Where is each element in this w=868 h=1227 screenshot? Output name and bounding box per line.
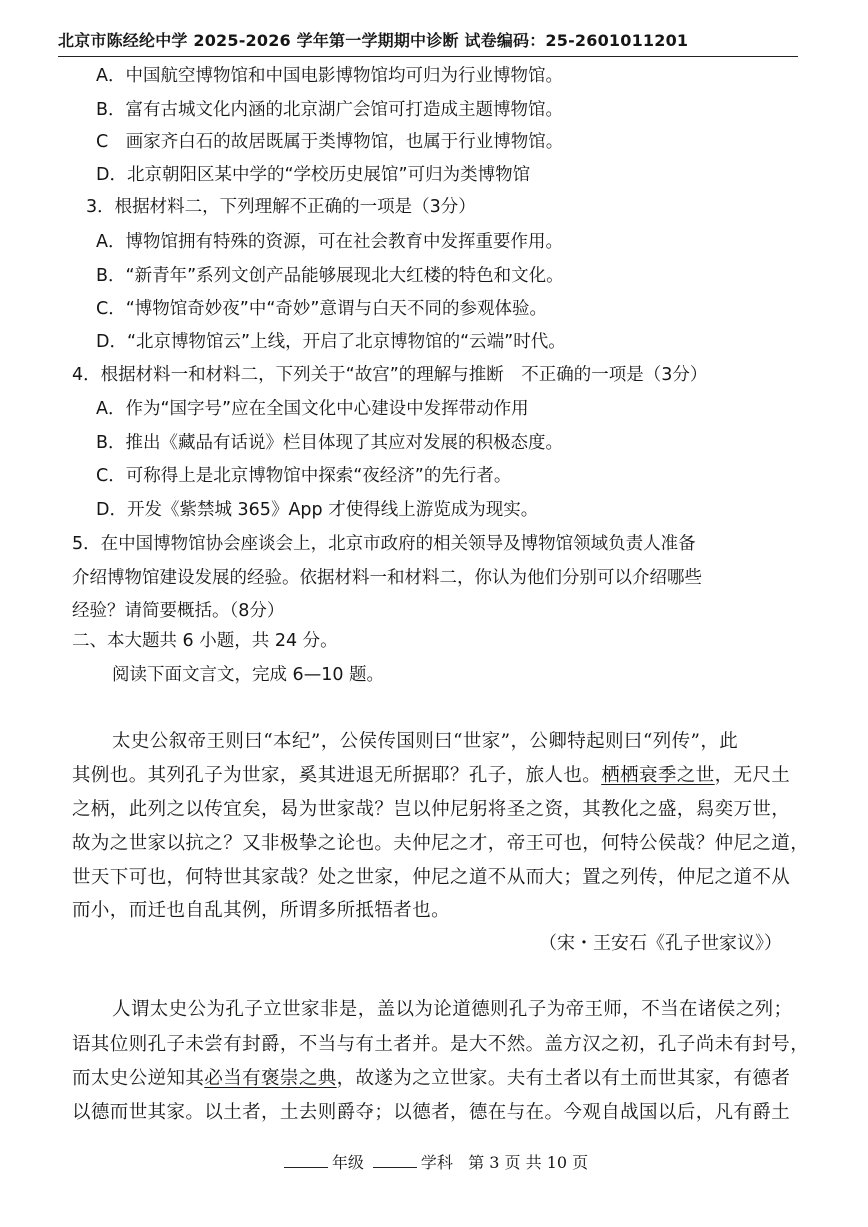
passage1-underlined-phrase: 栖栖衰季之世 xyxy=(601,765,715,786)
footer-grade-label: 年级 xyxy=(331,1153,364,1172)
exam-header: 北京市陈经纶中学 2025-2026 学年第一学期期中诊断 试卷编码：25-2601011201 xyxy=(58,31,689,50)
passage2-line-4: 以德而世其家。以土者，土去则爵夺；以德者，德在与在。今观自战国以后，凡有爵土 xyxy=(72,1102,791,1123)
passage2-line-3-text-b: ，故遂为之立世家。夫有土者以有土而世其家，有德者 xyxy=(336,1068,791,1089)
q3-option-c: C．“博物馆奇妙夜”中“奇妙”意谓与白天不同的参观体验。 xyxy=(96,299,547,319)
passage1-line-3: 之柄，此列之以传宜矣，曷为世家哉？岂以仲尼躬将圣之资，其教化之盛，舄奕万世， xyxy=(72,799,791,820)
passage1-line-2-text-a: 其例也。其列孔子为世家，奚其进退无所据耶？孔子，旅人也。 xyxy=(72,765,602,786)
page-footer xyxy=(0,1150,868,1173)
q2-option-c: C 画家齐白石的故居既属于类博物馆，也属于行业博物馆。 xyxy=(96,132,564,152)
grade-blank xyxy=(284,1153,328,1168)
q2-option-b: B．富有古城文化内涵的北京湖广会馆可打造成主题博物馆。 xyxy=(96,100,564,120)
passage1-line-6: 而小，而迁也自乱其例，所谓多所抵牾者也。 xyxy=(72,900,451,921)
q3-option-d: D．“北京博物馆云”上线，开启了北京博物馆的“云端”时代。 xyxy=(96,332,566,352)
passage2-line-1: 人谓太史公为孔子立世家非是，盖以为论道德则孔子为帝王师，不当在诸侯之列； xyxy=(112,999,793,1020)
subject-blank xyxy=(373,1153,417,1168)
passage2-line-3 xyxy=(72,1064,790,1090)
q3-option-b: B．“新青年”系列文创产品能够展现北大红楼的特色和文化。 xyxy=(96,266,564,286)
passage2-line-3-text-a: 而太史公逆知其 xyxy=(72,1068,205,1089)
q2-option-a: A．中国航空博物馆和中国电影博物馆均可归为行业博物馆。 xyxy=(96,66,563,86)
q5-line-3: 经验？请简要概括。（8分） xyxy=(72,601,285,621)
q4-option-a: A．作为“国字号”应在全国文化中心建设中发挥带动作用 xyxy=(96,399,529,419)
passage2-line-2: 语其位则孔子未尝有封爵，不当与有土者并。是大不然。盖方汉之初，孔子尚未有封号， xyxy=(72,1034,810,1055)
passage1-line-1: 太史公叙帝王则曰“本纪”，公侯传国则曰“世家”，公卿特起则曰“列传”，此 xyxy=(112,731,739,752)
q4-option-b: B．推出《藏品有话说》栏目体现了其应对发展的积极态度。 xyxy=(96,433,564,453)
passage1-line-5: 世天下可也，何特世其家哉？处之世家，仲尼之道不从而大；置之列传，仲尼之道不从 xyxy=(72,867,791,888)
q4-stem: 4．根据材料一和材料二，下列关于“故宫”的理解与推断 不正确的一项是（3分） xyxy=(72,365,708,385)
q3-stem: 3．根据材料二，下列理解不正确的一项是（3分） xyxy=(86,197,476,217)
q4-option-d: D．开发《紫禁城 365》App 才使得线上游览成为现实。 xyxy=(96,500,539,520)
passage1-line-2 xyxy=(72,761,790,787)
passage1-line-2-text-b: ，无尺土 xyxy=(714,765,791,786)
q5-line-2: 介绍博物馆建设发展的经验。依据材料一和材料二，你认为他们分别可以介绍哪些 xyxy=(72,568,702,588)
header-divider xyxy=(58,56,798,57)
q5-line-1: 5．在中国博物馆协会座谈会上，北京市政府的相关领导及博物馆领域负责人准备 xyxy=(72,534,696,554)
footer-subject-label: 学科 xyxy=(420,1153,453,1172)
q4-option-c: C．可称得上是北京博物馆中探索“夜经济”的先行者。 xyxy=(96,466,512,486)
q3-option-a: A．博物馆拥有特殊的资源，可在社会教育中发挥重要作用。 xyxy=(96,232,563,252)
q2-option-d: D．北京朝阳区某中学的“学校历史展馆”可归为类博物馆 xyxy=(96,165,531,185)
footer-page-number: 第 3 页 共 10 页 xyxy=(468,1153,589,1172)
section-2-instruction: 阅读下面文言文，完成 6—10 题。 xyxy=(112,665,385,685)
passage2-underlined-phrase: 必当有褒崇之典 xyxy=(204,1068,337,1089)
passage1-citation: （宋・王安石《孔子世家议》） xyxy=(539,933,782,954)
section-2-title: 二、本大题共 6 小题，共 24 分。 xyxy=(72,631,338,651)
passage1-line-4: 故为之世家以抗之？又非极挚之论也。夫仲尼之才，帝王可也，何特公侯哉？仲尼之道， xyxy=(72,833,810,854)
